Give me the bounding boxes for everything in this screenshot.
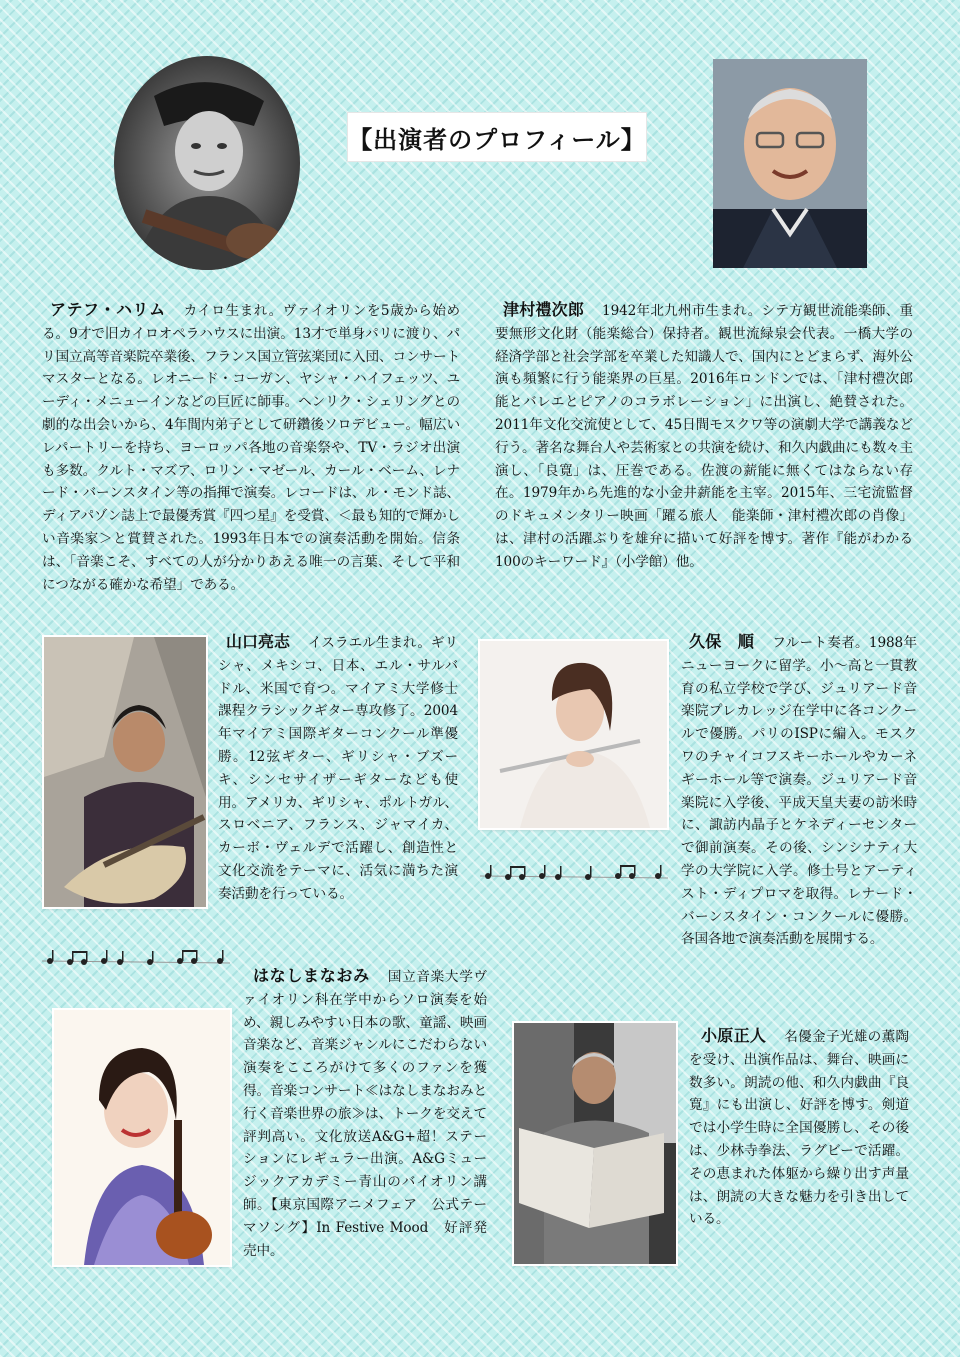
bio-text-yamaguchi-ryoji: イスラエル生まれ。ギリシャ、メキシコ、日本、エル・サルバドル、米国で育つ。マイアミ大学修士課程クラシックギター専攻修了。2004年マイアミ国際ギターコンクール準優勝。12弦ギター、ギリシャ・ブズーキ、シンセサイザーギターなども使用。アメリカ、ギリシャ、ポルトガル、スロベニア、フランス、ジャマイカ、カーボ・ヴェルデで活躍し、創造性と文化交流をテーマに、活気に満ちた演奏活動を行っている。 bbox=[218, 635, 458, 902]
bio-text-tsumura-reijiro: 1942年北九州市生まれ。シテ方観世流能楽師、重要無形文化財（能楽総合）保持者。観世流緑泉会代表。一橋大学の経済学部と社会学部を卒業した知識人で、国内にとどまらず、海外公演も頻繁に行う能楽界の巨星。2016年ロンドンでは、「津村禮次郎 能とバレエとピアノのコラボレーション」に出演し、絶賛された。2011年文化交流使として、45日間モスクワ等の演劇大学で講義など行う。著名な舞台人や芸術家との共演を続け、和久内戯曲にも数々主演し、「良寛」は、圧巻である。佐渡の薪能に無くてはならない存在。1979年から先進的な小金井薪能を主宰。2015年、三宅流監督のドキュメンタリー映画「躍る旅人 能楽師・津村禮次郎の肖像」は、津村の活躍ぶりを雄弁に描いて好評を博す。著作『能がわかる100のキーワード』（小学館）他。 bbox=[495, 303, 927, 570]
bio-hanashima-naomi bbox=[243, 965, 487, 1262]
bio-text-kubo-jun: フルート奏者。1988年ニューヨークに留学。小～高と一貫教育の私立学校で学び、ジュリアード音楽院プレカレッジ在学中に各コンクールで優勝。パリのISPに編入。モスクワのチャイコフスキーホールやカーネギーホール等で演奏。ジュリアード音楽院に入学後、平成天皇夫妻の訪米時に、諏訪内晶子とケネディーセンターで御前演奏。その後、シンシナティ大学の大学院に入学。修士号とアーティスト・ディプロマを取得。レナード・バーンスタイン・コンクールに優勝。各国各地で演奏活動を展開する。 bbox=[681, 635, 917, 948]
name-yamaguchi-ryoji: 山口亮志 bbox=[226, 632, 290, 651]
photo-atef-halim bbox=[114, 56, 300, 270]
bio-kubo-jun bbox=[681, 631, 917, 951]
name-tsumura-reijiro: 津村禮次郎 bbox=[503, 300, 585, 319]
photo-ohara-masato bbox=[514, 1023, 676, 1264]
bio-text-ohara-masato: 名優金子光雄の薫陶を受け、出演作品は、舞台、映画に数多い。朗読の他、和久内戯曲『良寛』にも出演し、好評を博す。剣道では小学生時に全国優勝し、その後は、少林寺拳法、ラグビーで活躍。その恵まれた体躯から繰り出す声量は、朗読の大きな魅力を引き出している。 bbox=[689, 1029, 909, 1228]
photo-tsumura-reijiro bbox=[713, 59, 867, 268]
name-hanashima-naomi: はなしまなおみ bbox=[253, 966, 370, 985]
music-notes-divider-right bbox=[480, 862, 668, 884]
music-notes-divider-left bbox=[42, 947, 230, 969]
page-title: 【出演者のプロフィール】 bbox=[347, 112, 647, 162]
photo-hanashima-naomi bbox=[54, 1010, 230, 1265]
name-atef-halim: アテフ・ハリム bbox=[50, 300, 166, 319]
photo-kubo-jun bbox=[480, 641, 667, 828]
photo-yamaguchi-ryoji bbox=[44, 637, 206, 907]
bio-ohara-masato bbox=[689, 1025, 909, 1231]
bio-tsumura-reijiro bbox=[495, 299, 927, 574]
name-ohara-masato: 小原正人 bbox=[701, 1026, 767, 1045]
name-kubo-jun: 久保 順 bbox=[689, 632, 755, 651]
bio-text-atef-halim: カイロ生まれ。ヴァイオリンを5歳から始める。9才で旧カイロオペラハウスに出演。13才で単身パリに渡り、パリ国立高等音楽院卒業後、フランス国立管弦楽団に入団、コンサートマスターとなる。レオニード・コーガン、ヤシャ・ハイフェッツ、ユーディ・メニューインなどの巨匠に師事。ヘンリク・シェリングとの劇的な出会いから、4年間内弟子として研鑽後ソロデビュー。幅広いレパートリーを持ち、ヨーロッパ各地の音楽祭や、TV・ラジオ出演も多数。クルト・マズア、ロリン・マゼール、カール・ベーム、レナード・バーンスタイン等の指揮で演奏。レコードは、ル・モンド誌、ディアパゾン誌上で最優秀賞『四つ星』を受賞、＜最も知的で輝かしい音楽家＞と賞賛された。1993年日本での演奏活動を開始。信条は、「音楽こそ、すべての人が分かりあえる唯一の言葉、そして平和につながる確かな希望」である。 bbox=[42, 303, 460, 593]
bio-atef-halim bbox=[42, 299, 460, 596]
bio-text-hanashima-naomi: 国立音楽大学ヴァイオリン科在学中からソロ演奏を始め、親しみやすい日本の歌、童謡、映画音楽など、音楽ジャンルにこだわらない演奏をこころがけて多くのファンを獲得。音楽コンサート≪はなしまなおみと行く音楽世界の旅≫は、トークを交えて評判高い。文化放送A&G+超！ステーションにレギュラー出演。A&Gミュージックアカデミー青山のバイオリン講師。【東京国際アニメフェア 公式テーマソング】In Festive Mood 好評発売中。 bbox=[243, 969, 487, 1259]
bio-yamaguchi-ryoji bbox=[218, 631, 458, 906]
